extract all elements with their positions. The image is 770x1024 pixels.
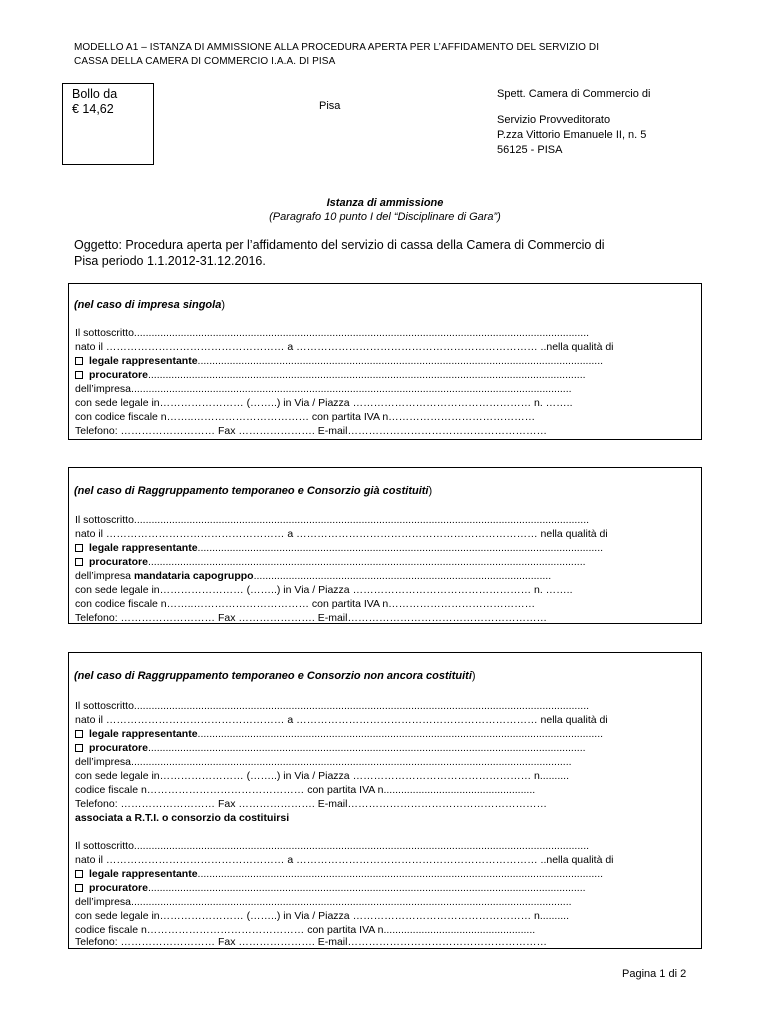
option-legale-rappresentante[interactable]: legale rappresentante...........................................................................................................................................: [75, 542, 695, 555]
section-title: (nel caso di Raggruppamento temporaneo e Consorzio già costituiti): [74, 485, 433, 497]
bollo-box: [62, 83, 154, 165]
checkbox-icon[interactable]: [75, 544, 83, 552]
recipient-line-2: Servizio Provveditorato: [497, 114, 611, 126]
recipient-line-3: P.zza Vittorio Emanuele II, n. 5: [497, 129, 647, 141]
header-line-2: CASSA DELLA CAMERA DI COMMERCIO I.A.A. DI PISA: [74, 56, 336, 67]
field-impresa: dell’impresa.......................................................................................................................................................: [75, 383, 572, 395]
field-codice-fiscale-2: codice fiscale n……………………………………… con partita IVA n....................................................: [75, 924, 536, 936]
option-legale-rappresentante[interactable]: legale rappresentante...........................................................................................................................................: [75, 728, 695, 741]
bollo-amount: € 14,62: [72, 102, 114, 116]
bollo-label: Bollo da: [72, 87, 118, 101]
document-subtitle: (Paragrafo 10 punto I del “Disciplinare di Gara”): [269, 211, 501, 223]
section-raggruppamento-costituiti: [68, 467, 702, 624]
checkbox-icon[interactable]: [75, 730, 83, 738]
field-sottoscritto: Il sottoscritto............................................................................................................................................................: [75, 327, 590, 339]
option-procuratore-2[interactable]: procuratore......................................................................................................................................................: [75, 882, 695, 895]
field-sede: con sede legale in…………………… (……..) in Via / Piazza …………………………………………… n..........: [75, 770, 569, 782]
option-legale-rappresentante[interactable]: legale rappresentante...........................................................................................................................................: [75, 355, 695, 368]
section-title: (nel caso di Raggruppamento temporaneo e Consorzio non ancora costituiti): [74, 670, 476, 682]
page-number: Pagina 1 di 2: [622, 968, 687, 980]
option-procuratore[interactable]: procuratore......................................................................................................................................................: [75, 369, 695, 382]
checkbox-icon[interactable]: [75, 357, 83, 365]
checkbox-icon[interactable]: [75, 558, 83, 566]
field-sede: con sede legale in…………………… (……..) in Via / Piazza …………………………………………… n. ……..: [75, 397, 573, 409]
section-raggruppamento-non-costituiti: [68, 652, 702, 949]
option-legale-rappresentante-2[interactable]: legale rappresentante...........................................................................................................................................: [75, 868, 695, 881]
field-nato: nato il …………………………………………… a …………………………………………………………… nella qualità di: [75, 714, 608, 726]
option-procuratore[interactable]: procuratore......................................................................................................................................................: [75, 742, 695, 755]
field-nato-2: nato il …………………………………………… a …………………………………………………………… ..nella qualità di: [75, 854, 614, 866]
header-line-1: MODELLO A1 – ISTANZA DI AMMISSIONE ALLA PROCEDURA APERTA PER L’AFFIDAMENTO DEL SERVIZIO DI: [74, 42, 600, 53]
document-title: Istanza di ammissione: [326, 197, 444, 209]
field-nato: nato il …………………………………………… a …………………………………………………………… ..nella qualità di: [75, 341, 614, 353]
field-telefono: Telefono: ……………………… Fax …………………. E-mail…………………………………………………: [75, 798, 547, 810]
field-sottoscritto: Il sottoscritto............................................................................................................................................................: [75, 700, 590, 712]
field-sottoscritto: Il sottoscritto............................................................................................................................................................: [75, 514, 590, 526]
recipient-line-4: 56125 - PISA: [497, 144, 563, 156]
field-codice-fiscale: codice fiscale n……………………………………… con partita IVA n....................................................: [75, 784, 536, 796]
field-nato: nato il …………………………………………… a …………………………………………………………… nella qualità di: [75, 528, 608, 540]
option-procuratore[interactable]: procuratore......................................................................................................................................................: [75, 556, 695, 569]
field-sede-2: con sede legale in…………………… (……..) in Via / Piazza …………………………………………… n..........: [75, 910, 569, 922]
field-telefono-2: Telefono: ……………………… Fax …………………. E-mail…………………………………………………: [75, 936, 547, 948]
associata-heading: associata a R.T.I. o consorzio da costituirsi: [75, 812, 290, 824]
checkbox-icon[interactable]: [75, 884, 83, 892]
field-codice-fiscale: con codice fiscale n……..…………………………… con partita IVA n……………………………………: [75, 411, 536, 423]
field-codice-fiscale: con codice fiscale n……..…………………………… con partita IVA n……………………………………: [75, 598, 536, 610]
field-impresa: dell’impresa.......................................................................................................................................................: [75, 756, 572, 768]
checkbox-icon[interactable]: [75, 371, 83, 379]
field-sottoscritto-2: Il sottoscritto............................................................................................................................................................: [75, 840, 590, 852]
field-impresa-mandataria: dell’impresa mandataria capogruppo......................................................................................................: [75, 570, 552, 582]
checkbox-icon[interactable]: [75, 870, 83, 878]
field-telefono: Telefono: ……………………… Fax …………………. E-mail…………………………………………………: [75, 425, 547, 437]
recipient-line-1: Spett. Camera di Commercio di: [497, 88, 651, 100]
field-telefono: Telefono: ……………………… Fax …………………. E-mail…………………………………………………: [75, 612, 547, 624]
field-sede: con sede legale in…………………… (……..) in Via / Piazza …………………………………………… n. ……..: [75, 584, 573, 596]
oggetto-line-1: Oggetto: Procedura aperta per l’affidamento del servizio di cassa della Camera di Commercio di: [74, 238, 605, 252]
section-title: (nel caso di impresa singola): [74, 299, 225, 311]
oggetto-line-2: Pisa periodo 1.1.2012-31.12.2016.: [74, 254, 266, 268]
checkbox-icon[interactable]: [75, 744, 83, 752]
field-impresa-2: dell’impresa.......................................................................................................................................................: [75, 896, 572, 908]
section-impresa-singola: [68, 283, 702, 440]
city: Pisa: [319, 100, 341, 112]
